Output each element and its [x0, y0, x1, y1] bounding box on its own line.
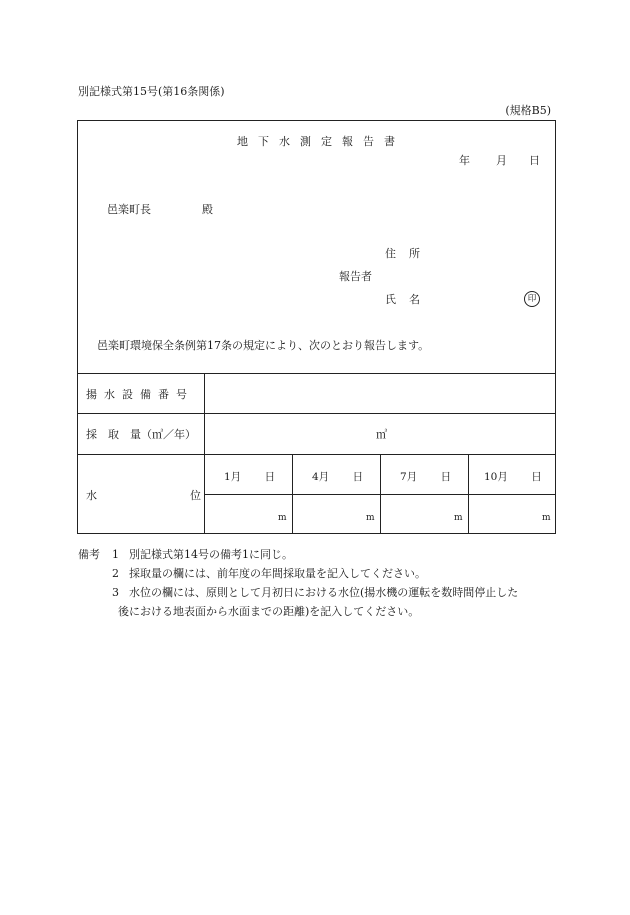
month-cell-oct: 10月 日	[484, 471, 542, 483]
level-unit-apr: m	[366, 513, 375, 523]
name-label-1: 氏	[385, 293, 396, 306]
recipient: 邑楽町長	[107, 203, 151, 216]
month-cell-apr: 4月 日	[312, 471, 364, 483]
table-column-line	[380, 454, 381, 534]
table-column-line	[292, 454, 293, 534]
table-top-line	[78, 373, 555, 374]
form-number: 別記様式第15号(第16条関係)	[78, 85, 225, 98]
month-cell-jan: 1月 日	[224, 471, 276, 483]
address-label-1: 住	[385, 247, 396, 260]
level-unit-jul: m	[454, 513, 463, 523]
table-row-line	[78, 454, 555, 455]
intake-volume-unit: ㎥	[376, 428, 387, 441]
level-unit-oct: m	[542, 513, 551, 523]
reporter-label: 報告者	[339, 270, 372, 283]
date-month-label: 月	[496, 154, 507, 167]
note-text: 採取量の欄には、前年度の年間採取量を記入してください。	[129, 567, 426, 580]
month-cell-jul: 7月 日	[400, 471, 452, 483]
date-year-label: 年	[459, 154, 470, 167]
notes-prefix: 備考	[78, 548, 100, 561]
intake-volume-label: 採 取 量（㎥／年）	[86, 428, 196, 441]
water-level-label-1: 水	[86, 489, 97, 502]
note-text: 別記様式第14号の備考1に同じ。	[129, 548, 293, 561]
water-level-label-2: 位	[190, 489, 201, 502]
form-title: 地 下 水 測 定 報 告 書	[237, 135, 396, 148]
address-label-2: 所	[409, 247, 420, 260]
note-number: 3	[112, 586, 119, 599]
seal-mark: 印	[524, 291, 540, 307]
report-form	[77, 120, 556, 534]
level-unit-jan: m	[278, 513, 287, 523]
equipment-number-label: 揚 水 設 備 番 号	[86, 388, 187, 401]
table-row-line	[78, 413, 555, 414]
statement-text: 邑楽町環境保全条例第17条の規定により、次のとおり報告します。	[97, 339, 430, 352]
table-column-line	[468, 454, 469, 534]
note-number: 1	[112, 548, 119, 561]
note-number: 2	[112, 567, 119, 580]
paper-size-note: (規格B5)	[505, 104, 551, 117]
note-text: 水位の欄には、原則として月初日における水位(揚水機の運転を数時間停止した	[129, 586, 519, 599]
honorific: 殿	[202, 203, 213, 216]
date-day-label: 日	[529, 154, 540, 167]
name-label-2: 名	[409, 293, 420, 306]
note-text: 後における地表面から水面までの距離)を記入してください。	[118, 605, 420, 618]
table-label-column-line	[204, 373, 205, 534]
